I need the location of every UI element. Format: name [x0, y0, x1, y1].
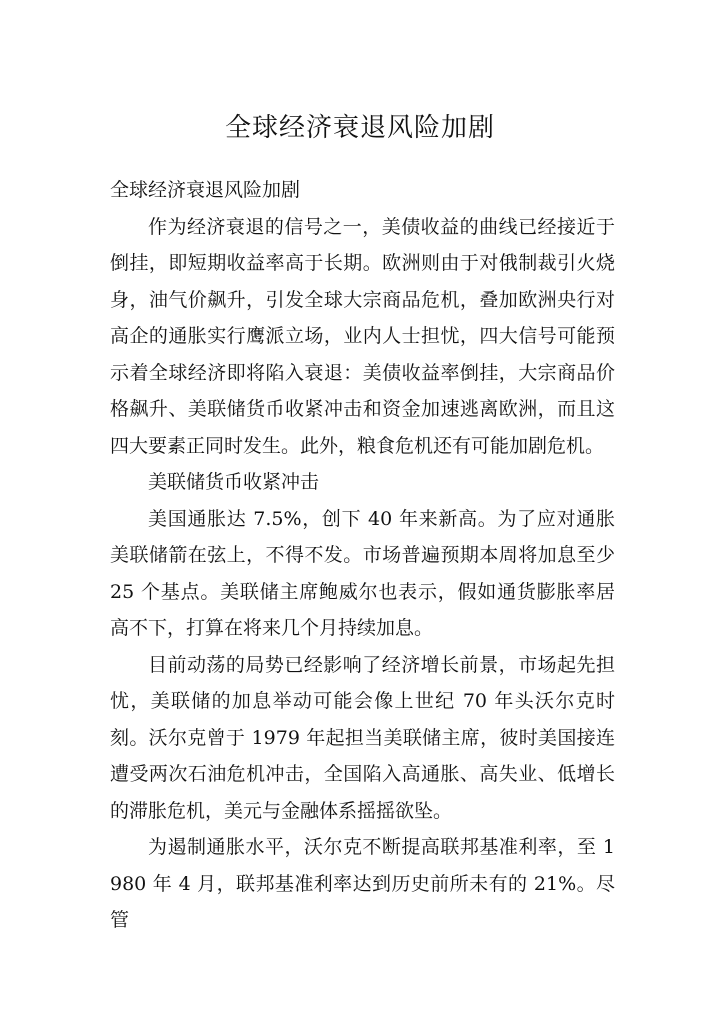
paragraph-volcker-moment: 目前动荡的局势已经影响了经济增长前景，市场起先担忧，美联储的加息举动可能会像上世纪 70 年头沃尔克时刻。沃尔克曾于 1979 年起担当美联储主席，彼时美国接连遭受两次石油危机冲击，全国陷入高通胀、高失业、低增长的滞胀危机，美元与金融体系摇摇欲坠。 — [110, 653, 615, 822]
section-heading-fed-tightening: 美联储货币收紧冲击 — [148, 471, 320, 493]
paragraph-intro: 作为经济衰退的信号之一，美债收益的曲线已经接近于倒挂，即短期收益率高于长期。欧洲则由于对俄制裁引火烧身，油气价飙升，引发全球大宗商品危机，叠加欧洲央行对高企的通胀实行鹰派立场，业内人士担忧，四大信号可能预示着全球经济即将陷入衰退：美债收益率倒挂，大宗商品价格飙升、美联储货币收紧冲击和资金加速逃离欧洲，而且这四大要素正同时发生。此外，粮食危机还有可能加剧危机。 — [110, 215, 615, 457]
paragraph-inflation: 美国通胀达 7.5%，创下 40 年来新高。为了应对通胀美联储箭在弦上，不得不发。市场普遍预期本周将加息至少 25 个基点。美联储主席鲍威尔也表示，假如通货膨胀率居高不下，打算在将来几个月持续加息。 — [110, 507, 615, 639]
section-subtitle: 全球经济衰退风险加剧 — [110, 179, 301, 201]
page-title: 全球经济衰退风险加剧 — [224, 113, 495, 143]
document-body — [110, 172, 615, 939]
paragraph-rate-hikes: 为遏制通胀水平，沃尔克不断提高联邦基准利率，至 1980 年 4 月，联邦基准利率达到历史前所未有的 21%。尽管 — [110, 836, 615, 931]
